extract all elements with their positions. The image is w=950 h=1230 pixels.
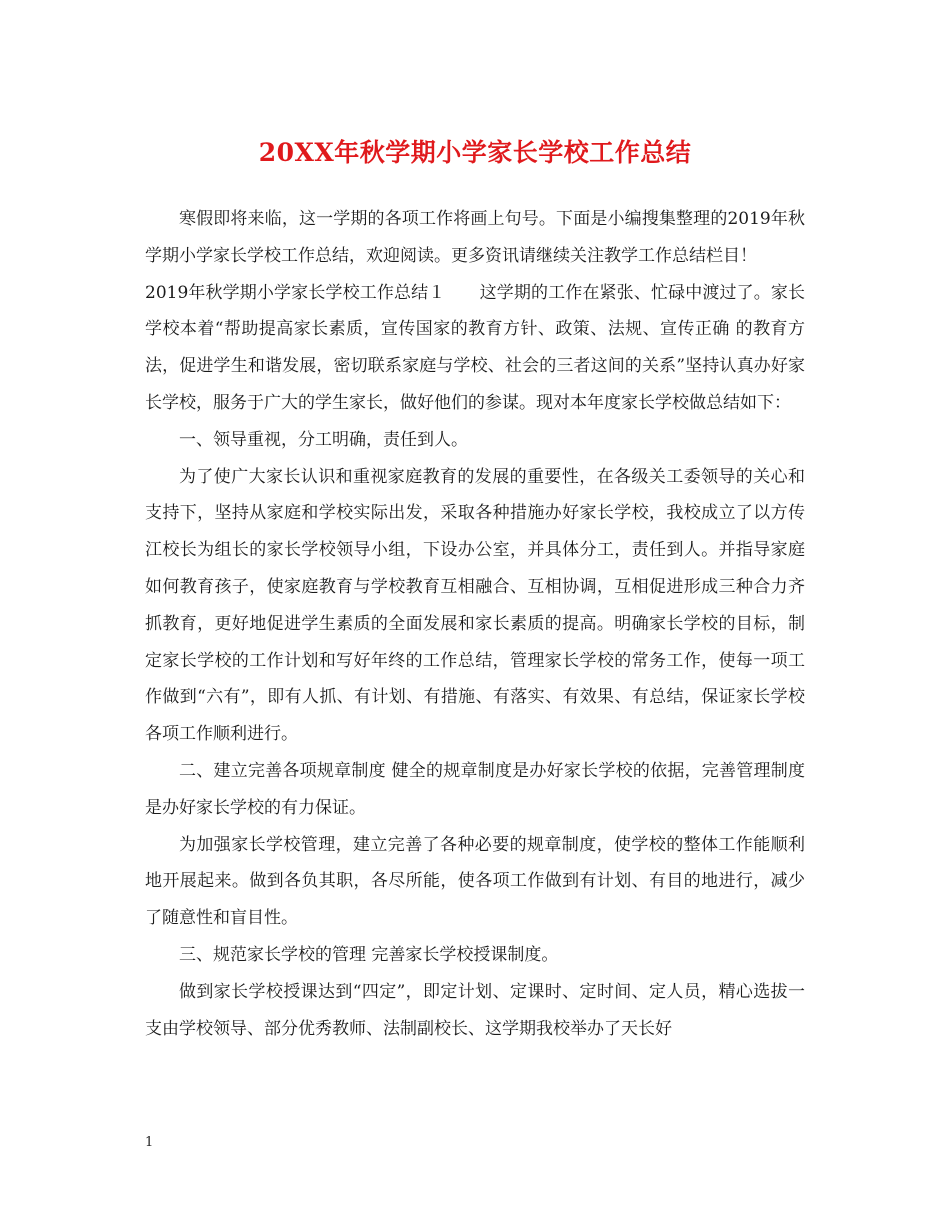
intro-paragraph: 寒假即将来临，这一学期的各项工作将画上句号。下面是小编搜集整理的2019年秋学期小学家长学校工作总结，欢迎阅读。更多资讯请继续关注教学工作总结栏目！ — [145, 209, 805, 266]
section-heading-management: 三、规范家长学校的管理 完善家长学校授课制度。 — [179, 944, 559, 965]
document-body — [145, 201, 805, 1047]
section-heading-rules: 二、建立完善各项规章制度 健全的规章制度是办好家长学校的依据，完善管理制度是办好家长学校的有力保证。 — [145, 760, 805, 818]
rules-paragraph: 为加强家长学校管理，建立完善了各种必要的规章制度，使学校的整体工作能顺利地开展起来。做到各负其职，各尽所能，使各项工作做到有计划、有目的地进行，减少了随意性和盲目性。 — [145, 834, 805, 929]
document-title: 20XX年秋学期小学家长学校工作总结 — [258, 138, 692, 167]
management-paragraph: 做到家长学校授课达到“四定”，即定计划、定课时、定时间、定人员，精心选拔一支由学校领导、部分优秀教师、法制副校长、这学期我校举办了天长好 — [145, 981, 805, 1039]
page-number: 1 — [145, 1135, 154, 1150]
summary-opening-paragraph: 2019年秋学期小学家长学校工作总结１ 这学期的工作在紧张、忙碌中渡过了。家长学校本着“帮助提高家长素质，宣传国家的教育方针、政策、法规、宣传正确 的教育方法，促进学生和谐发展，密切联系家庭与学校、社会的三者这间的关系”坚持认真办好家长学校，服务于广大的学生家长，做好他们的参谋。现对本年度家长学校做总结如下： — [145, 282, 805, 413]
leadership-paragraph: 为了使广大家长认识和重视家庭教育的发展的重要性，在各级关工委领导的关心和支持下，坚持从家庭和学校实际出发，采取各种措施办好家长学校，我校成立了以方传江校长为组长的家长学校领导小组，下设办公室，并具体分工，责任到人。并指导家庭如何教育孩子，使家庭教育与学校教育互相融合、互相协调，互相促进形成三种合力齐抓教育，更好地促进学生素质的全面发展和家长素质的提高。明确家长学校的目标，制定家长学校的工作计划和写好年终的工作总结，管理家长学校的常务工作，使每一项工作做到“六有”，即有人抓、有计划、有措施、有落实、有效果、有总结，保证家长学校各项工作顺利进行。 — [145, 466, 805, 745]
section-heading-leadership: 一、领导重视，分工明确，责任到人。 — [179, 429, 468, 450]
